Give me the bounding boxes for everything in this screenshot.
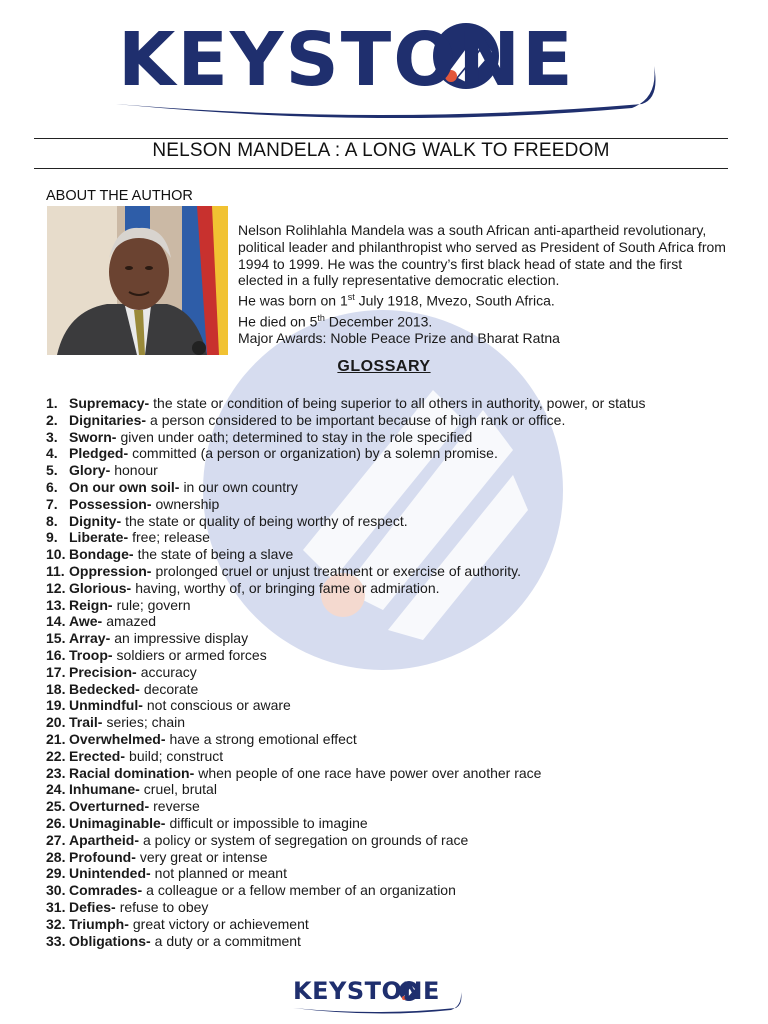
glossary-item-definition: not conscious or aware [146, 697, 291, 714]
glossary-item-number: 24. [46, 781, 66, 798]
glossary-item-number: 18. [46, 680, 66, 697]
glossary-item-definition: very great or intense [139, 848, 268, 865]
glossary-item [46, 933, 736, 950]
glossary-item-definition: having, worthy of, or bringing fame or admiration. [135, 579, 440, 596]
glossary-item [46, 849, 736, 866]
glossary-item-term: Profound- [69, 848, 136, 865]
glossary-item-definition: accuracy [140, 663, 197, 680]
glossary-item [46, 445, 736, 462]
glossary-item [46, 748, 736, 765]
glossary-item [46, 815, 736, 832]
glossary-item [46, 681, 736, 698]
glossary-item-definition: decorate [143, 680, 199, 697]
glossary-item-definition: honour [114, 462, 158, 479]
document-title: NELSON MANDELA : A LONG WALK TO FREEDOM [152, 140, 610, 161]
glossary-item-number: 22. [46, 747, 66, 764]
glossary-item-term: Bedecked- [69, 680, 140, 697]
glossary-item [46, 714, 736, 731]
glossary-item-number: 13. [46, 596, 66, 613]
glossary-item-number: 4. [46, 445, 58, 462]
glossary-item-definition: difficult or impossible to imagine [169, 814, 368, 831]
glossary-item-number: 29. [46, 865, 66, 882]
glossary-item-definition: rule; govern [116, 596, 191, 613]
glossary-item-number: 11. [46, 562, 65, 579]
glossary-item [46, 529, 736, 546]
glossary-item-number: 19. [46, 697, 66, 714]
glossary-item-term: Supremacy- [69, 395, 150, 411]
glossary-item-definition: a duty or a commitment [154, 932, 301, 949]
glossary-item [46, 613, 736, 630]
glossary-item-definition: soldiers or armed forces [116, 646, 267, 663]
glossary-item-term: Precision- [69, 663, 137, 680]
glossary-item-term: Overturned- [69, 798, 150, 815]
author-birth: He was born on 1st July 1918, Mvezo, South Africa. [238, 292, 555, 309]
glossary-item-number: 6. [46, 478, 58, 495]
keystone-logo [112, 18, 662, 118]
glossary-item-term: Racial domination- [69, 764, 195, 781]
glossary-item [46, 563, 736, 580]
glossary-item [46, 580, 736, 597]
glossary-list [46, 395, 736, 949]
glossary-item-definition: committed (a person or organization) by a solemn promise. [132, 445, 498, 462]
glossary-item [46, 832, 736, 849]
glossary-item-term: Triumph- [69, 915, 129, 932]
glossary-item [46, 781, 736, 798]
glossary-item-number: 15. [46, 630, 66, 647]
author-awards: Major Awards: Noble Peace Prize and Bharat Ratna [238, 330, 560, 347]
glossary-item [46, 765, 736, 782]
glossary-item-term: Obligations- [69, 932, 151, 949]
glossary-item-term: Bondage- [69, 546, 134, 563]
glossary-item-number: 16. [46, 646, 66, 663]
glossary-item [46, 899, 736, 916]
glossary-item-number: 20. [46, 714, 66, 731]
footer-logo-wordmark: KEYSTONE [293, 977, 440, 1005]
glossary-item [46, 647, 736, 664]
glossary-item [46, 429, 736, 446]
glossary-item-term: Possession- [69, 495, 152, 512]
glossary-item-term: Troop- [69, 646, 113, 663]
glossary-item [46, 798, 736, 815]
glossary-item-number: 1. [46, 395, 58, 411]
glossary-item-term: Unintended- [69, 865, 151, 882]
keystone-logo-footer [291, 976, 466, 1016]
glossary-item-term: Unimaginable- [69, 814, 166, 831]
glossary-item-definition: a policy or system of segregation on grounds of race [143, 831, 469, 848]
glossary-item [46, 597, 736, 614]
glossary-item-number: 21. [46, 730, 66, 747]
glossary-item-definition: given under oath; determined to stay in the role specified [120, 428, 473, 445]
glossary-item-definition: have a strong emotional effect [169, 730, 357, 747]
glossary-item-number: 33. [46, 932, 66, 949]
glossary-item-term: Sworn- [69, 428, 117, 445]
glossary-item [46, 697, 736, 714]
glossary-item-number: 26. [46, 814, 66, 831]
author-bio [238, 222, 728, 347]
glossary-item-term: Erected- [69, 747, 126, 764]
glossary-item-definition: ownership [155, 495, 220, 512]
glossary-item-number: 2. [46, 411, 58, 428]
glossary-item [46, 496, 736, 513]
glossary-item-definition: a colleague or a fellow member of an organization [146, 882, 456, 899]
glossary-item [46, 479, 736, 496]
glossary-item-number: 8. [46, 512, 58, 529]
glossary-item-definition: the state of being a slave [137, 546, 294, 563]
glossary-item-number: 3. [46, 428, 58, 445]
glossary-item-definition: a person considered to be important because of high rank or office. [150, 411, 566, 428]
glossary-item-term: Comrades- [69, 882, 143, 899]
glossary-item-number: 25. [46, 798, 66, 815]
glossary-item [46, 882, 736, 899]
glossary-item-definition: in our own country [183, 478, 298, 495]
glossary-item [46, 546, 736, 563]
glossary-item [46, 462, 736, 479]
glossary-item-term: Liberate- [69, 529, 129, 546]
author-bio-text: Nelson Rolihlahla Mandela was a south African anti-apartheid revolutionary, political leader and philanthropist who served as President of South Africa from 1994 to 1999. He was the country’s first black head of state and the first elected in a fully representative democratic election. [238, 222, 726, 289]
glossary-item-term: Trail- [69, 714, 103, 731]
glossary-item [46, 513, 736, 530]
glossary-item [46, 865, 736, 882]
glossary-item-definition: reverse [153, 798, 200, 815]
title-rule-top [34, 138, 728, 139]
glossary-item-term: Oppression- [69, 562, 152, 579]
glossary-item-term: Awe- [69, 613, 103, 630]
glossary-item-definition: when people of one race have power over another race [198, 764, 542, 781]
glossary-item-definition: cruel, brutal [143, 781, 217, 798]
author-death: He died on 5th December 2013. [238, 312, 433, 330]
glossary-item-term: Glorious- [69, 579, 132, 596]
glossary-heading: GLOSSARY [337, 358, 431, 375]
glossary-item-definition: refuse to obey [119, 898, 209, 915]
glossary-item-term: Array- [69, 630, 111, 647]
glossary-item-term: Overwhelmed- [69, 730, 166, 747]
glossary-item-term: Dignitaries- [69, 411, 147, 428]
glossary-item [46, 916, 736, 933]
glossary-item-term: Apartheid- [69, 831, 139, 848]
glossary-item-number: 9. [46, 529, 58, 546]
glossary-item-number: 23. [46, 764, 66, 781]
glossary-item-number: 32. [46, 915, 66, 932]
glossary-item-number: 10. [46, 546, 66, 563]
glossary-item-term: On our own soil- [69, 478, 180, 495]
glossary-item-definition: prolonged cruel or unjust treatment or exercise of authority. [155, 562, 521, 579]
glossary-item-definition: amazed [106, 613, 157, 630]
logo-wordmark: KEYSTONE [118, 17, 575, 103]
glossary-item [46, 664, 736, 681]
glossary-item-term: Glory- [69, 462, 111, 479]
glossary-item-term: Dignity- [69, 512, 122, 529]
glossary-item-number: 5. [46, 462, 58, 479]
glossary-item [46, 731, 736, 748]
glossary-item [46, 395, 736, 412]
glossary-item-number: 7. [46, 495, 58, 512]
glossary-item-definition: series; chain [106, 714, 186, 731]
about-author-heading: ABOUT THE AUTHOR [46, 188, 193, 204]
glossary-item-term: Reign- [69, 596, 113, 613]
glossary-item-definition: the state or condition of being superior to all others in authority, power, or status [153, 395, 646, 411]
glossary-item-term: Pledged- [69, 445, 129, 462]
glossary-item-term: Unmindful- [69, 697, 143, 714]
author-photo [47, 206, 228, 355]
glossary-item-definition: great victory or achievement [132, 915, 309, 932]
glossary-item-number: 14. [46, 613, 66, 630]
glossary-item-number: 12. [46, 579, 66, 596]
glossary-item-number: 30. [46, 882, 66, 899]
glossary-item-number: 27. [46, 831, 66, 848]
title-rule-bottom [34, 168, 728, 169]
glossary-item [46, 412, 736, 429]
glossary-item-definition: an impressive display [114, 630, 249, 647]
glossary-item-definition: the state or quality of being worthy of respect. [125, 512, 408, 529]
glossary-item-number: 31. [46, 898, 66, 915]
glossary-item-term: Defies- [69, 898, 116, 915]
glossary-item-definition: free; release [132, 529, 210, 546]
glossary-item-term: Inhumane- [69, 781, 140, 798]
glossary-item-definition: not planned or meant [154, 865, 287, 882]
glossary-item-number: 17. [46, 663, 66, 680]
glossary-item-definition: build; construct [129, 747, 224, 764]
glossary-item-number: 28. [46, 848, 66, 865]
glossary-item [46, 630, 736, 647]
